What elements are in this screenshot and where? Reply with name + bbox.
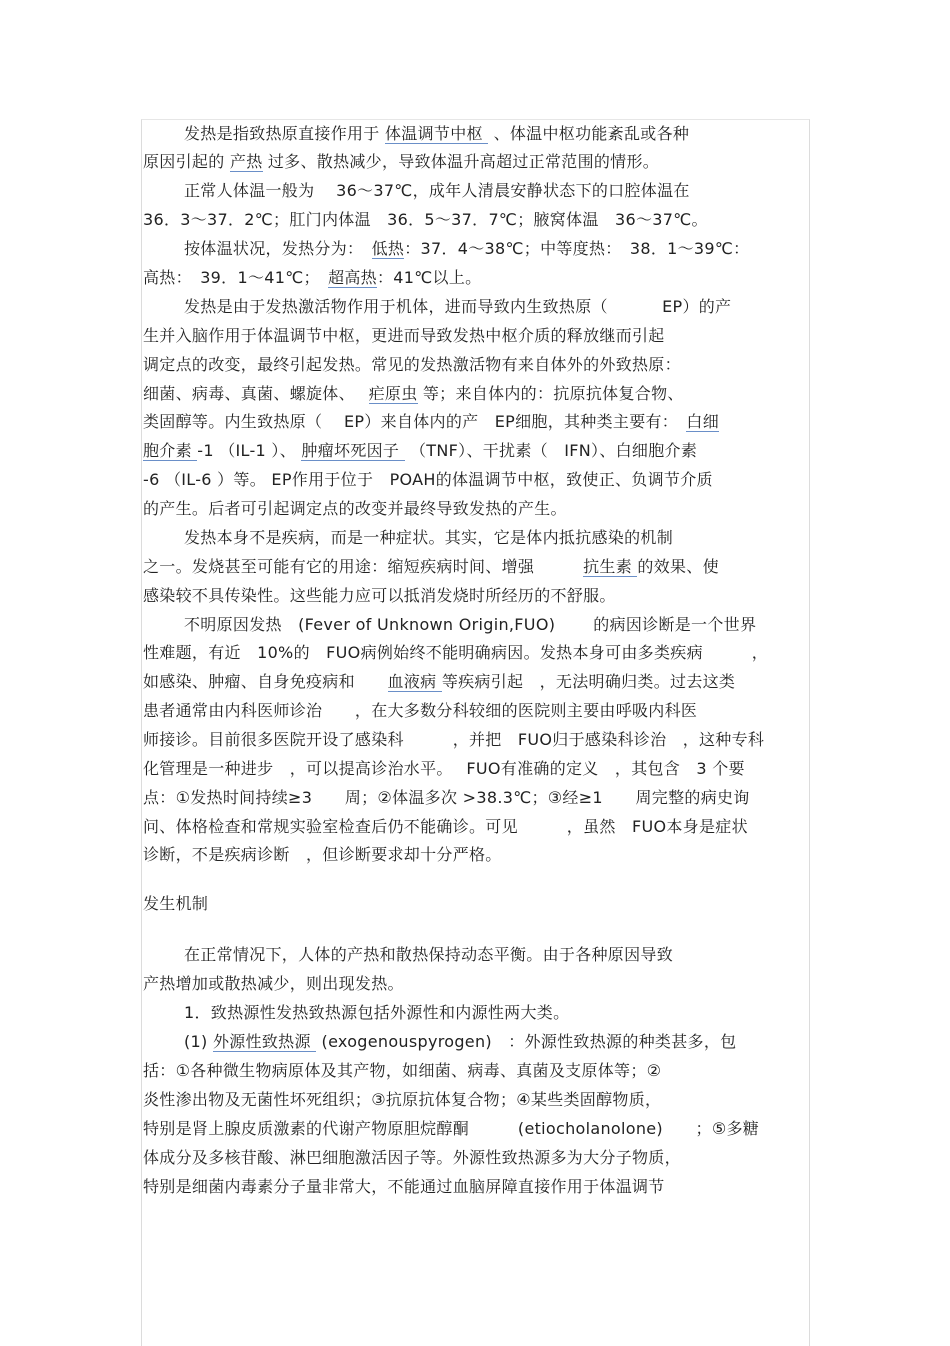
text-line [143, 355, 681, 375]
text-run: 按体温状况，发热分为： [184, 239, 372, 258]
text-line [143, 470, 713, 490]
text-run: 的产生。后者可引起调定点的改变并最终导致发热的产生。 [143, 499, 567, 518]
text-line [143, 586, 616, 606]
text-run: (1) [184, 1032, 213, 1051]
text-run: 师接诊。目前很多医院开设了感染科 ，并把 FUO归于感染科诊治 ，这种专科 [143, 730, 765, 749]
text-run: (exogenouspyrogen) ：外源性致热源的种类甚多，包 [316, 1032, 737, 1051]
text-run: 炎性渗出物及无菌性坏死组织；③抗原抗体复合物；④某些类固醇物质， [143, 1090, 662, 1109]
text-run: 点：①发热时间持续≥3 周；②体温多次 >38.3℃；③经≥1 周完整的病史询 [143, 788, 750, 807]
text-line [143, 788, 750, 808]
text-run: 高热： 39．1～41℃； [143, 268, 329, 287]
text-run: 发热是指致热原直接作用于 [184, 124, 385, 143]
underlined-term: 抗生素 [583, 557, 638, 576]
text-run: 细菌、病毒、真菌、螺旋体、 [143, 384, 369, 403]
text-run: 1．致热源性发热致热源包括外源性和内源性两大类。 [184, 1003, 570, 1022]
text-line [143, 1119, 759, 1139]
text-line [184, 124, 689, 144]
text-run: 特别是细菌内毒素分子量非常大，不能通过血脑屏障直接作用于体温调节 [143, 1177, 665, 1196]
text-run: 发热本身不是疾病，而是一种症状。其实，它是体内抵抗感染的机制 [184, 528, 674, 547]
text-run: 产热增加或散热减少，则出现发热。 [143, 974, 404, 993]
text-line [143, 210, 708, 230]
text-run: 化管理是一种进步 ，可以提高诊治水平。 FUO有准确的定义 ，其包含 3 个要 [143, 759, 745, 778]
text-run: -6 （IL-6 ）等。 EP作用于位于 POAH的体温调节中枢，致使正、负调节介质 [143, 470, 713, 489]
text-run: 、体温中枢功能紊乱或各种 [488, 124, 690, 143]
text-run: 生并入脑作用于体温调节中枢，更进而导致发热中枢介质的释放继而引起 [143, 326, 665, 345]
underlined-term: 外源性致热源 [212, 1032, 317, 1051]
text-line [184, 239, 749, 259]
text-run: 之一。发烧甚至可能有它的用途：缩短疾病时间、增强 [143, 557, 584, 576]
text-run: 体成分及多核苷酸、淋巴细胞激活因子等。外源性致热源多为大分子物质， [143, 1148, 681, 1167]
text-line [184, 181, 690, 201]
text-run: 在正常情况下，人体的产热和散热保持动态平衡。由于各种原因导致 [184, 945, 674, 964]
text-run: 患者通常由内科医师诊治 ，在大多数分科较细的医院则主要由呼吸内科医 [143, 701, 698, 720]
text-line [143, 152, 659, 172]
text-line [143, 1061, 661, 1081]
text-line [143, 326, 665, 346]
section-heading [143, 894, 208, 914]
text-line [184, 1003, 569, 1023]
text-line [143, 1148, 681, 1168]
text-run: 特别是肾上腺皮质激素的代谢产物原胆烷醇酮 (etiocholanolone) ；⑤多糖 [143, 1119, 760, 1138]
text-line [184, 615, 756, 635]
underlined-term: 低热 [371, 239, 405, 258]
text-run: 发热是由于发热激活物作用于机体，进而导致内生致热原（ EP）的产 [184, 297, 732, 316]
text-line [143, 384, 684, 404]
text-run: 感染较不具传染性。这些能力应可以抵消发烧时所经历的不舒服。 [143, 586, 616, 605]
underlined-term: 胞介素 [143, 441, 198, 460]
text-run: 过多、散热减少，导致体温升高超过正常范围的情形。 [262, 152, 660, 171]
underlined-term: 体温调节中枢 [385, 124, 489, 143]
text-line [143, 845, 502, 865]
text-line [143, 1177, 665, 1197]
text-run: 问、体格检查和常规实验室检查后仍不能确诊。可见 ，虽然 FUO本身是症状 [143, 817, 748, 836]
text-line [143, 499, 567, 519]
text-run: 等疾病引起 ，无法明确归类。过去这类 [441, 672, 736, 691]
text-line [143, 412, 719, 432]
text-line [143, 557, 719, 577]
text-run: ：41℃以上。 [376, 268, 482, 287]
text-line [143, 817, 748, 837]
underlined-term: 产热 [229, 152, 263, 171]
text-run: 等；来自体内的：抗原抗体复合物、 [417, 384, 684, 403]
underlined-term: 血液病 [387, 672, 442, 691]
text-run: 的效果、使 [637, 557, 719, 576]
text-run: 正常人体温一般为 36～37℃，成年人清晨安静状态下的口腔体温在 [184, 181, 690, 200]
text-run: 不明原因发热 (Fever of Unknown Origin,FUO) 的病因诊断是一个世界 [184, 615, 757, 634]
text-line [143, 759, 745, 779]
text-line [143, 268, 481, 288]
text-run: 发生机制 [143, 894, 209, 913]
text-run: （TNF）、干扰素（ IFN）、白细胞介素 [404, 441, 698, 460]
text-line [184, 297, 731, 317]
text-line [143, 730, 764, 750]
text-line [184, 1032, 736, 1052]
text-line [184, 945, 673, 965]
text-run: 诊断，不是疾病诊断 ，但诊断要求却十分严格。 [143, 845, 502, 864]
text-run: 如感染、肿瘤、自身免疫病和 [143, 672, 388, 691]
text-run: -1 （IL-1 ）、 [197, 441, 302, 460]
text-line [143, 701, 697, 721]
underlined-term: 肿瘤坏死因子 [301, 441, 405, 460]
underlined-term: 白细 [686, 412, 720, 431]
text-run: 调定点的改变，最终引起发热。常见的发热激活物有来自体外的外致热原： [143, 355, 681, 374]
text-line [143, 441, 697, 461]
text-run: 原因引起的 [143, 152, 230, 171]
text-line [143, 974, 404, 994]
text-line [143, 643, 768, 663]
text-run: 括：①各种微生物病原体及其产物，如细菌、病毒、真菌及支原体等；② [143, 1061, 662, 1080]
text-line [143, 1090, 661, 1110]
text-line [143, 672, 735, 692]
text-run: 性难题，有近 10%的 FUO病例始终不能明确病因。发热本身可由多类疾病 ， [143, 643, 769, 662]
underlined-term: 超高热 [328, 268, 377, 287]
text-line [184, 528, 673, 548]
underlined-term: 疟原虫 [368, 384, 418, 403]
text-run: 36．3～37．2℃；肛门内体温 36．5～37．7℃；腋窝体温 36～37℃。 [143, 210, 708, 229]
text-run: 类固醇等。内生致热原（ EP）来自体内的产 EP细胞，其种类主要有： [143, 412, 687, 431]
text-run: ：37．4～38℃；中等度热： 38．1～39℃： [404, 239, 750, 258]
